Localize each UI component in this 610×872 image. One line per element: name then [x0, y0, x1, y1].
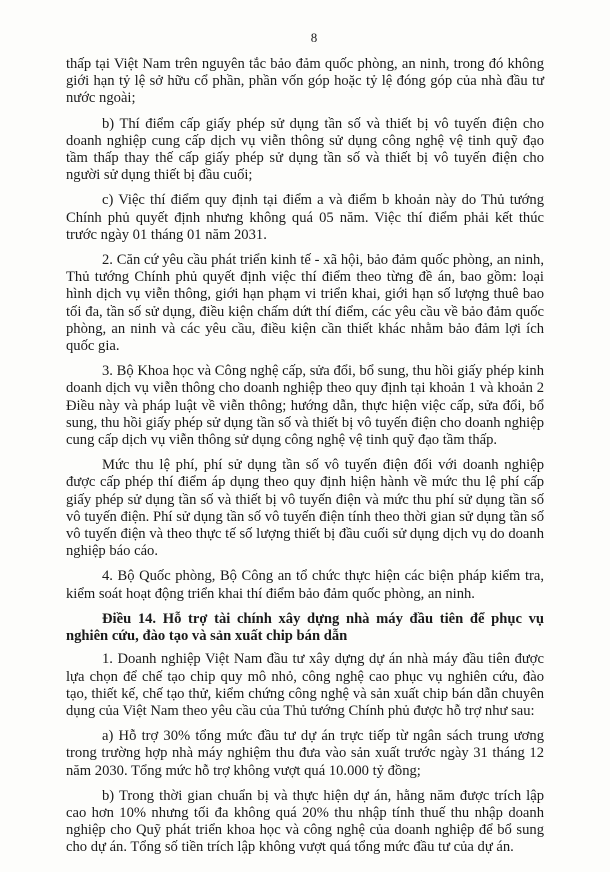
paragraph-clause-4: 4. Bộ Quốc phòng, Bộ Công an tổ chức thực hiện các biện pháp kiểm tra, kiểm soát hoạt động triển khai thí điểm bảo đảm quốc phòng, an ninh. — [66, 568, 544, 602]
paragraph-article-14-point-b: b) Trong thời gian chuẩn bị và thực hiện dự án, hằng năm được trích lập cao hơn 10% nhưng tối đa không quá 20% thu nhập tính thuế thu nhập doanh nghiệp cho Quỹ phát triển khoa học và công nghệ của doanh nghiệp để bổ sung cho dự án. Tổng số tiền trích lập không vượt quá tổng mức đầu tư của dự án. — [66, 787, 544, 856]
paragraph-point-a-continued: thấp tại Việt Nam trên nguyên tắc bảo đảm quốc phòng, an ninh, trong đó không giới hạn tỷ lệ sở hữu cổ phần, phần vốn góp hoặc tỷ lệ đóng góp của nhà đầu tư nước ngoài; — [66, 56, 544, 107]
paragraph-clause-3: 3. Bộ Khoa học và Công nghệ cấp, sửa đổi, bổ sung, thu hồi giấy phép kinh doanh dịch vụ viễn thông cho doanh nghiệp theo quy định tại khoản 1 và khoản 2 Điều này và pháp luật về viễn thông; hướng dẫn, thực hiện việc cấp, sửa đổi, bổ sung, thu hồi giấy phép sử dụng tần số và thiết bị vô tuyến điện cho doanh nghiệp cung cấp dịch vụ viễn thông sử dụng công nghệ vệ tinh quỹ đạo tầm thấp. — [66, 363, 544, 449]
article-14-heading: Điều 14. Hỗ trợ tài chính xây dựng nhà máy đầu tiên để phục vụ nghiên cứu, đào tạo và sản xuất chip bán dẫn — [66, 610, 544, 645]
paragraph-article-14-clause-1: 1. Doanh nghiệp Việt Nam đầu tư xây dựng dự án nhà máy đầu tiên được lựa chọn để chế tạo chip quy mô nhỏ, công nghệ cao phục vụ nghiên cứu, đào tạo, thiết kế, chế tạo thử, kiểm chứng công nghệ và sản xuất chip bán dẫn chuyên dụng của Việt Nam theo yêu cầu của Thủ tướng Chính phủ được hỗ trợ như sau: — [66, 651, 544, 719]
paragraph-article-14-point-a: a) Hỗ trợ 30% tổng mức đầu tư dự án trực tiếp từ ngân sách trung ương trong trường hợp nhà máy nghiệm thu đưa vào sản xuất trước ngày 31 tháng 12 năm 2030. Tổng mức hỗ trợ không vượt quá 10.000 tỷ đồng; — [66, 728, 544, 779]
paragraph-point-b: b) Thí điểm cấp giấy phép sử dụng tần số và thiết bị vô tuyến điện cho doanh nghiệp cung cấp dịch vụ viễn thông sử dụng công nghệ vệ tinh quỹ đạo tầm thấp thay thế cấp giấy phép sử dụng tần số và thiết bị vô tuyến điện cho người sử dụng thiết bị đầu cuối; — [66, 115, 544, 184]
page-number: 8 — [310, 30, 318, 45]
paragraph-point-c: c) Việc thí điểm quy định tại điểm a và điểm b khoản này do Thủ tướng Chính phủ quyết định nhưng không quá 05 năm. Việc thí điểm phải kết thúc trước ngày 01 tháng 01 năm 2031. — [66, 192, 544, 243]
paragraph-clause-2: 2. Căn cứ yêu cầu phát triển kinh tế - xã hội, bảo đảm quốc phòng, an ninh, Thủ tướng Chính phủ quyết định việc thí điểm theo từng đề án, bao gồm: loại hình dịch vụ viễn thông, giới hạn phạm vi triển khai, giới hạn số lượng thuê bao tối đa, tần số sử dụng, điều kiện chấm dứt thí điểm, các yêu cầu về bảo đảm quốc phòng, an ninh và các yêu cầu, điều kiện cần thiết khác nhằm bảo đảm lợi ích quốc gia. — [66, 252, 544, 355]
paragraph-fee-levels: Mức thu lệ phí, phí sử dụng tần số vô tuyến điện đối với doanh nghiệp được cấp phép thí điểm áp dụng theo quy định hiện hành về mức thu lệ phí cấp giấy phép sử dụng tần số và thiết bị vô tuyến điện và mức thu phí sử dụng tần số vô tuyến điện. Phí sử dụng tần số vô tuyến điện tính theo thời gian sử dụng tần số vô tuyến điện và theo thực tế số lượng thiết bị đầu cuối sử dụng dịch vụ do doanh nghiệp báo cáo. — [66, 457, 544, 560]
